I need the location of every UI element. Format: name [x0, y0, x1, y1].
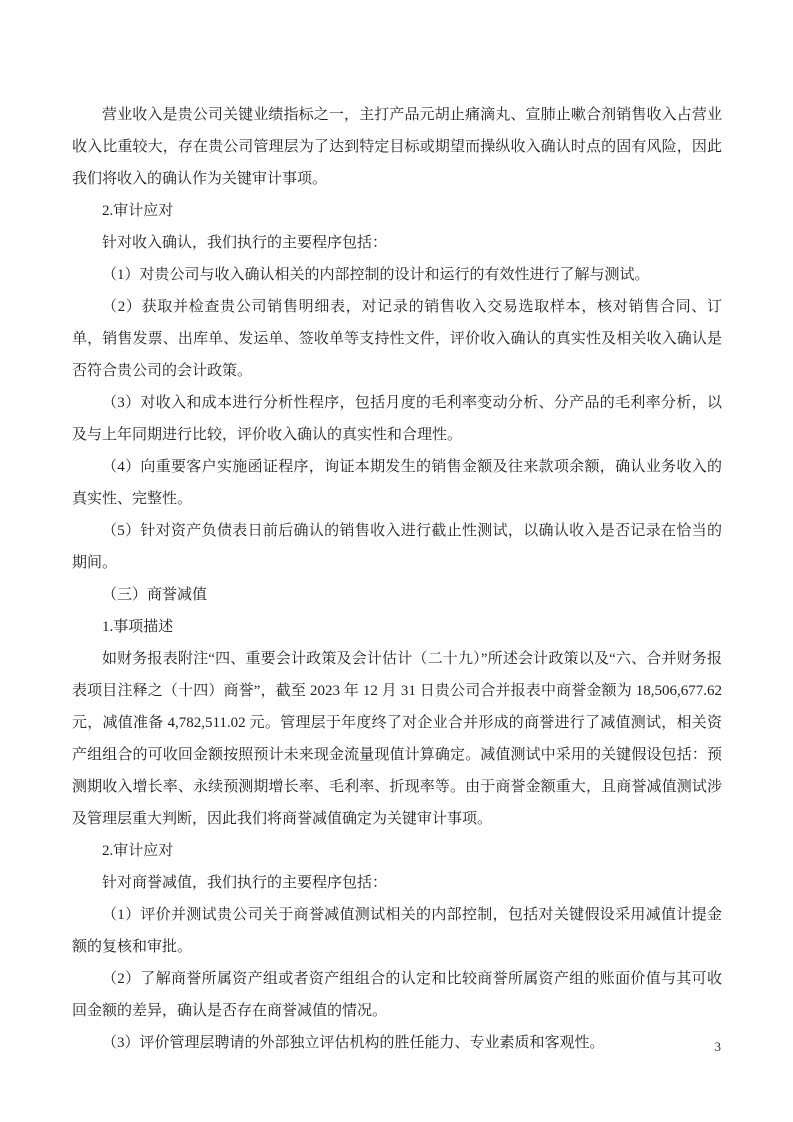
document-body — [72, 99, 722, 1059]
paragraph-revenue-description: 营业收入是贵公司关键业绩指标之一，主打产品元胡止痛滴丸、宣肺止嗽合剂销售收入占营业收入比重较大，存在贵公司管理层为了达到特定目标或期望而操纵收入确认时点的固有风险，因此我们将收入的确认作为关键审计事项。 — [72, 107, 722, 187]
paragraph-revenue-procedure-2: （2）获取并检查贵公司销售明细表，对记录的销售收入交易选取样本，核对销售合同、订单，销售发票、出库单、发运单、签收单等支持性文件，评价收入确认的真实性及相关收入确认是否符合贵公司的会计政策。 — [72, 299, 722, 379]
paragraph-goodwill-procedure-3: （3）评价管理层聘请的外部独立评估机构的胜任能力、专业素质和客观性。 — [102, 1035, 605, 1051]
subsection-heading-audit-response-goodwill: 2.审计应对 — [102, 843, 174, 859]
paragraph-revenue-procedure-5: （5）针对资产负债表日前后确认的销售收入进行截止性测试，以确认收入是否记录在恰当的期间。 — [72, 523, 722, 571]
page-number: 3 — [714, 1039, 721, 1054]
paragraph-revenue-procedure-1: （1）对贵公司与收入确认相关的内部控制的设计和运行的有效性进行了解与测试。 — [102, 267, 650, 283]
paragraph-revenue-procedure-4: （4）向重要客户实施函证程序，询证本期发生的销售金额及往来款项余额，确认业务收入的真实性、完整性。 — [72, 459, 722, 507]
subsection-heading-audit-response-revenue: 2.审计应对 — [102, 203, 174, 219]
paragraph-goodwill-procedure-2: （2）了解商誉所属资产组或者资产组组合的认定和比较商誉所属资产组的账面价值与其可收回金额的差异，确认是否存在商誉减值的情况。 — [72, 971, 722, 1019]
paragraph-goodwill-description: 如财务报表附注“四、重要会计政策及会计估计（二十九）”所述会计政策以及“六、合并财务报表项目注释之（十四）商誉”，截至 2023 年 12 月 31 日贵公司合并报表中商誉金额为 18,506,677.62 元，减值准备 4,782,511.02 元。管理层于年度终了对企业合并形成的商誉进行了减值测试，相关资产组组合的可收回金额按照预计未来现金流量现值计算确定。减值测试中采用的关键假设包括：预测期收入增长率、永续预测期增长率、毛利率、折现率等。由于商誉金额重大，且商誉减值测试涉及管理层重大判断，因此我们将商誉减值确定为关键审计事项。 — [72, 651, 722, 827]
paragraph-revenue-procedures-intro: 针对收入确认，我们执行的主要程序包括： — [102, 235, 388, 251]
section-heading-goodwill-impairment: （三）商誉减值 — [102, 587, 208, 603]
paragraph-goodwill-procedures-intro: 针对商誉减值，我们执行的主要程序包括： — [102, 875, 388, 891]
paragraph-revenue-procedure-3: （3）对收入和成本进行分析性程序，包括月度的毛利率变动分析、分产品的毛利率分析，以及与上年同期进行比较，评价收入确认的真实性和合理性。 — [72, 395, 722, 443]
subsection-heading-matter-description: 1.事项描述 — [102, 619, 174, 635]
paragraph-goodwill-procedure-1: （1）评价并测试贵公司关于商誉减值测试相关的内部控制，包括对关键假设采用减值计提金额的复核和审批。 — [72, 907, 722, 955]
